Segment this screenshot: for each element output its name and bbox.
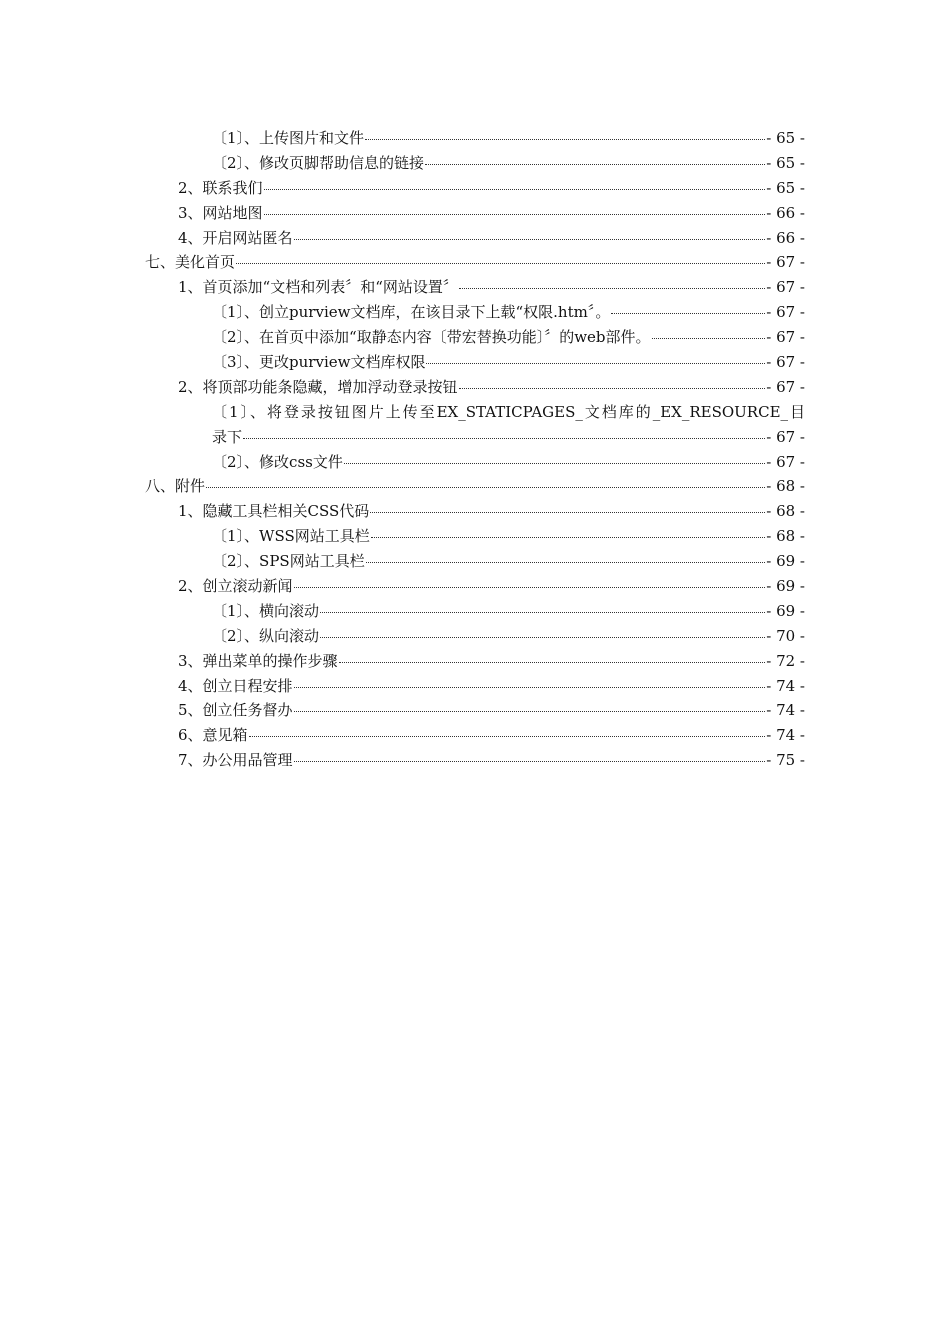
dot-leader [344,463,765,464]
dot-leader [264,214,766,215]
toc-entry-page: - 67 - [766,452,805,471]
toc-entry-title: 2、创立滚动新闻 [178,577,293,596]
dot-leader [320,612,765,613]
toc-entry-title: 〔2〕、修改css文件 [212,452,343,471]
toc-entry-page: - 67 - [766,427,805,446]
toc-entry-title: 七、美化首页 [145,253,236,272]
toc-entry-page: - 67 - [766,278,805,297]
toc-entry[interactable] [0,674,950,699]
toc-entry-title: 〔1〕、将登录按钮图片上传至EX_STATICPAGES_文档库的_EX_RESOURCE_目 [212,402,805,421]
toc-entry-page: - 69 - [766,577,805,596]
dot-leader [652,338,766,339]
dot-leader [264,189,766,190]
toc-entry-page: - 74 - [766,726,805,745]
toc-entry[interactable] [0,400,950,425]
dot-leader [426,363,765,364]
toc-entry[interactable] [0,275,950,300]
dot-leader [236,263,765,264]
toc-entry-title: 〔1〕、横向滚动 [212,601,320,620]
toc-entry-title: 〔1〕、创立purview文档库，在该目录下上载“权限.htm〞。 [212,303,611,322]
toc-entry-title: 7、办公用品管理 [178,751,293,770]
dot-leader [294,711,766,712]
table-of-contents [0,126,950,773]
toc-entry-title: 〔2〕、SPS网站工具栏 [212,552,365,571]
toc-entry-title: 1、隐藏工具栏相关CSS代码 [178,502,370,521]
toc-entry-title: 〔3〕、更改purview文档库权限 [212,353,426,372]
dot-leader [425,164,765,165]
toc-entry-title: 录下 [212,427,243,446]
toc-entry-page: - 66 - [766,203,805,222]
dot-leader [371,537,765,538]
toc-entry-title: 2、联系我们 [178,178,263,197]
toc-entry[interactable] [0,574,950,599]
toc-entry-page: - 65 - [766,129,805,147]
dot-leader [370,512,765,513]
dot-leader [459,388,766,389]
toc-entry-page: - 68 - [766,527,805,546]
dot-leader [365,139,765,140]
toc-entry[interactable] [0,549,950,574]
toc-entry-page: - 65 - [766,178,805,197]
toc-entry-title: 1、首页添加“文档和列表〞和“网站设置〞 [178,278,458,297]
toc-entry-title: 4、开启网站匿名 [178,228,293,247]
toc-entry[interactable] [0,126,950,151]
dot-leader [366,562,766,563]
toc-entry-page: - 67 - [766,353,805,372]
toc-entry-page: - 67 - [766,328,805,347]
toc-entry[interactable] [0,649,950,674]
toc-entry[interactable] [0,599,950,624]
dot-leader [459,288,765,289]
toc-entry[interactable] [0,524,950,549]
dot-leader [294,239,766,240]
toc-entry[interactable] [0,474,950,499]
toc-entry-title: 3、弹出菜单的操作步骤 [178,651,338,670]
toc-entry-continuation[interactable] [0,425,950,450]
toc-entry[interactable] [0,201,950,226]
toc-entry[interactable] [0,450,950,475]
dot-leader [611,313,765,314]
toc-entry-page: - 75 - [766,751,805,770]
dot-leader [206,487,765,488]
toc-entry-page: - 68 - [766,502,805,521]
toc-entry-page: - 72 - [766,651,805,670]
toc-entry-page: - 69 - [766,601,805,620]
toc-entry-title: 〔2〕、修改页脚帮助信息的链接 [212,153,425,172]
toc-entry-title: 〔2〕、纵向滚动 [212,626,320,645]
toc-entry[interactable] [0,748,950,773]
toc-entry[interactable] [0,300,950,325]
toc-entry[interactable] [0,250,950,275]
toc-entry[interactable] [0,325,950,350]
toc-entry-page: - 74 - [766,676,805,695]
toc-entry[interactable] [0,698,950,723]
toc-entry-page: - 67 - [766,303,805,322]
dot-leader [294,587,766,588]
toc-entry[interactable] [0,226,950,251]
toc-entry-page: - 68 - [766,477,805,496]
toc-entry-title: 〔1〕、上传图片和文件 [212,129,365,147]
dot-leader [320,637,765,638]
toc-entry-page: - 70 - [766,626,805,645]
toc-entry[interactable] [0,624,950,649]
toc-entry[interactable] [0,499,950,524]
toc-entry-title: 〔2〕、在首页中添加“取静态内容〔带宏替换功能〕〞的web部件。 [212,328,651,347]
toc-entry-page: - 67 - [766,377,805,396]
toc-entry[interactable] [0,350,950,375]
toc-entry-title: 八、附件 [145,477,206,496]
toc-entry[interactable] [0,151,950,176]
toc-entry[interactable] [0,176,950,201]
toc-entry-title: 5、创立任务督办 [178,701,293,720]
dot-leader [339,662,766,663]
dot-leader [243,438,765,439]
toc-entry-title: 〔1〕、WSS网站工具栏 [212,527,370,546]
toc-entry-title: 6、意见箱 [178,726,248,745]
toc-entry-title: 2、将顶部功能条隐藏，增加浮动登录按钮 [178,377,458,396]
dot-leader [294,761,766,762]
toc-entry-page: - 66 - [766,228,805,247]
toc-entry-page: - 69 - [766,552,805,571]
dot-leader [294,687,766,688]
toc-entry-page: - 67 - [766,253,805,272]
toc-entry-page: - 65 - [766,153,805,172]
dot-leader [249,736,766,737]
toc-entry-title: 4、创立日程安排 [178,676,293,695]
toc-entry-title: 3、网站地图 [178,203,263,222]
toc-entry[interactable] [0,375,950,400]
toc-entry[interactable] [0,723,950,748]
toc-entry-page: - 74 - [766,701,805,720]
